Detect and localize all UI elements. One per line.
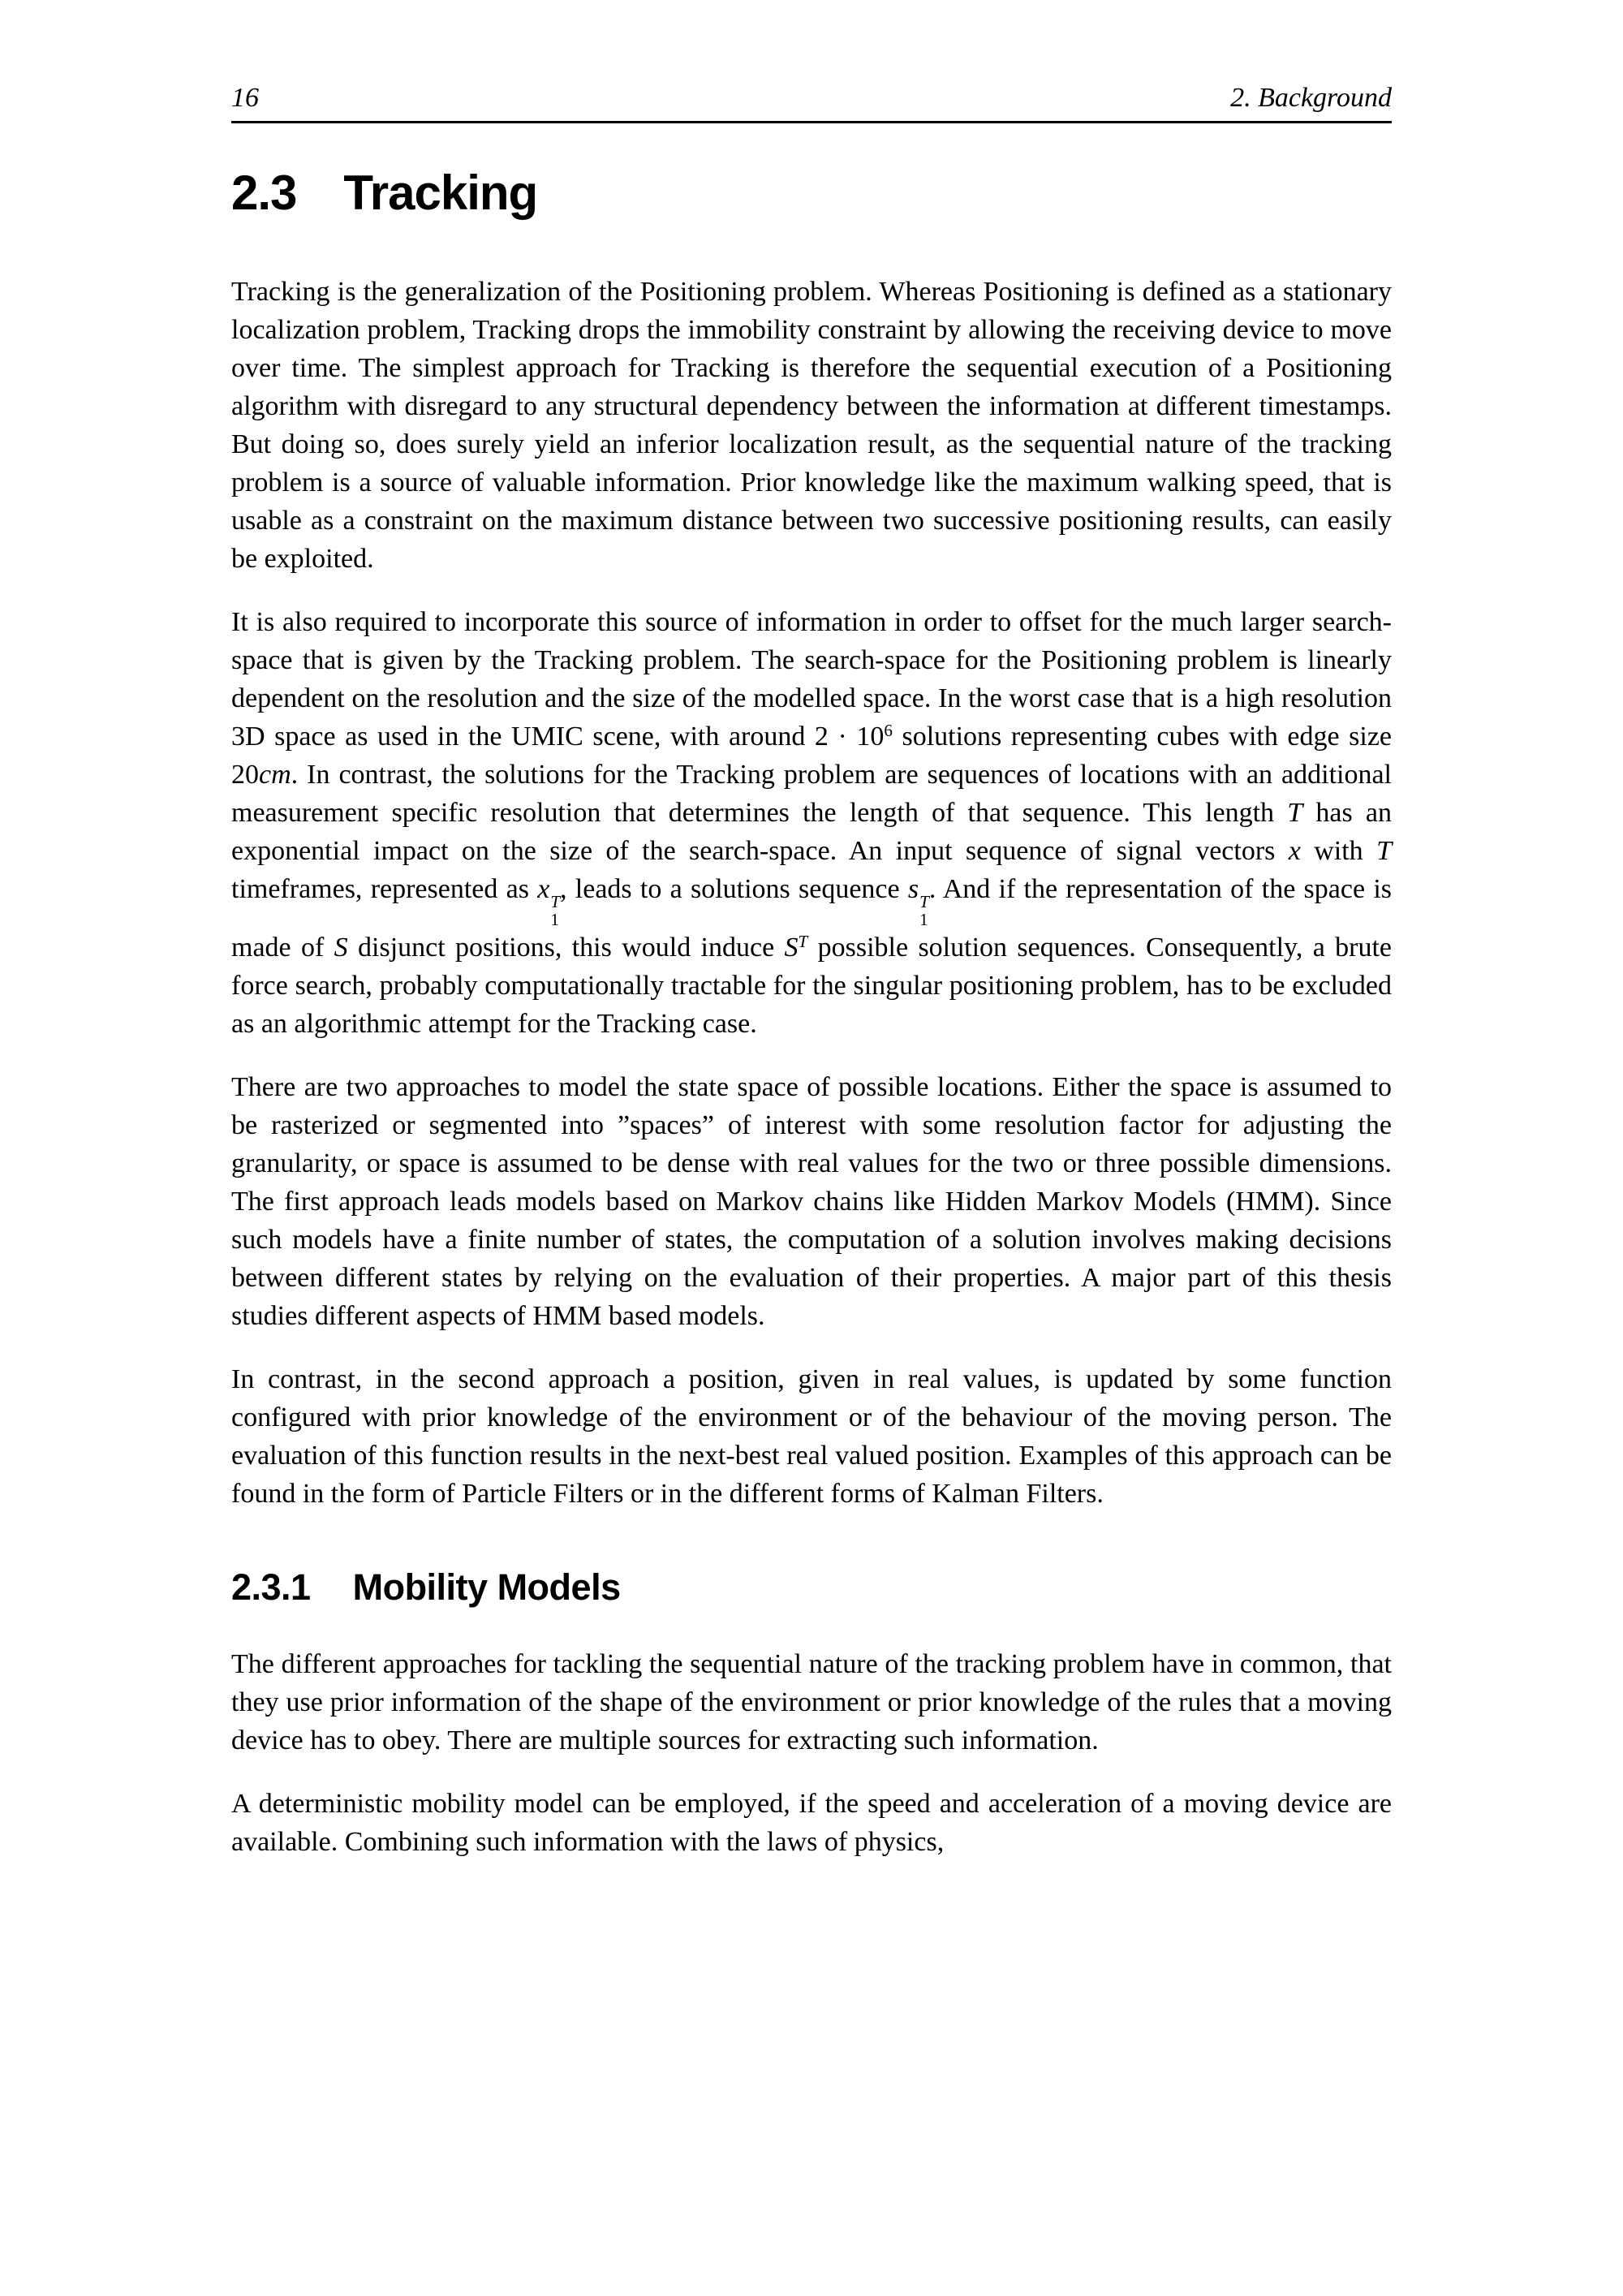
- superscript: 6: [884, 721, 893, 741]
- math-variable: T: [798, 932, 808, 952]
- math-variable: T: [919, 891, 929, 911]
- running-header: [231, 0, 1392, 113]
- chapter-header: 2. Background: [1230, 83, 1392, 113]
- math-variable: T: [550, 891, 561, 911]
- section-number: 2.3: [231, 166, 297, 220]
- paragraph: The different approaches for tackling the sequential nature of the tracking problem have in common, that they use prior information of the shape of the environment or prior knowledge of the rules that a moving device has to obey. There are multiple sources for extracting such information.: [231, 1648, 1392, 1755]
- subsection-heading: [231, 1566, 1392, 1609]
- paragraph: In contrast, in the second approach a position, given in real values, is updated by some function configured with prior knowledge of the environment or of the behaviour of the moving person. The evaluation of this function results in the next-best real valued position. Examples of this approach can be found in the form of Particle Filters or in the different forms of Kalman Filters.: [231, 1363, 1392, 1509]
- math-variable: cm: [259, 760, 291, 790]
- subsection-number: 2.3.1: [231, 1566, 311, 1608]
- paragraph: There are two approaches to model the state space of possible locations. Either the space is assumed to be rasterized or segmented into ”spaces” of interest with some resolution factor for adjusting the granularity, or space is assumed to be dense with real values for the two or three possible dimensions. The first approach leads models based on Markov chains like Hidden Markov Models (HMM). Since such models have a finite number of states, the computation of a solution involves making decisions between different states by relying on the evaluation of their properties. A major part of this thesis studies different aspects of HMM based models.: [231, 1071, 1392, 1331]
- header-rule: [231, 121, 1392, 123]
- section-body: [231, 273, 1392, 1861]
- math-variable: x: [537, 874, 550, 904]
- math-variable: S: [334, 932, 348, 963]
- section-heading: [231, 166, 1392, 221]
- text-block: [231, 0, 1392, 1886]
- math-variable: T: [1287, 798, 1303, 828]
- section-title: Tracking: [343, 166, 538, 220]
- math-variable: T: [1376, 836, 1392, 866]
- paragraph: A deterministic mobility model can be employed, if the speed and acceleration of a moving device are available. Combining such information with the laws of physics,: [231, 1788, 1392, 1857]
- paragraph: Tracking is the generalization of the Positioning problem. Whereas Positioning is defined as a stationary localization problem, Tracking drops the immobility constraint by allowing the receiving device to move over time. The simplest approach for Tracking is therefore the sequential execution of a Positioning algorithm with disregard to any structural dependency between the information at different timestamps. But doing so, does surely yield an inferior localization result, as the sequential nature of the tracking problem is a source of valuable information. Prior knowledge like the maximum walking speed, that is usable as a constraint on the maximum distance between two successive positioning results, can easily be exploited.: [231, 277, 1392, 574]
- math-variable: s: [907, 874, 919, 904]
- subsection-title: Mobility Models: [352, 1566, 621, 1608]
- page-number: 16: [231, 83, 259, 113]
- math-variable: S: [784, 932, 799, 963]
- math-variable: x: [1288, 836, 1301, 866]
- paragraph: It is also required to incorporate this source of information in order to offset for the much larger search-space that is given by the Tracking problem. The search-space for the Positioning problem is linearly dependent on the resolution and the size of the modelled space. In the worst case that is a high resolution 3D space as used in the UMIC scene, with around $2 \cdot 10^6$ solutions representing cubes with edge size 20cm. In contrast, the solutions for the Tracking problem are sequences of locations with an additional measurement specific resolution that determines the length of that sequence. This length T has an exponential impact on the size of the search-space. An input sequence of signal vectors x with T timeframes, represented as x T 1 , leads to a solutions sequence s T 1 . And if the representation of the space is made of S disjunct positions, this would induce $S^T$ possible solution sequences. Consequently, a brute force search, probably computationally tractable for the singular positioning problem, has to be excluded as an algorithmic attempt for the Tracking case.: [231, 607, 1393, 1039]
- sub-sup-stack: T 1: [550, 891, 561, 929]
- sub-sup-stack: T 1: [919, 891, 929, 929]
- superscript: [799, 932, 808, 951]
